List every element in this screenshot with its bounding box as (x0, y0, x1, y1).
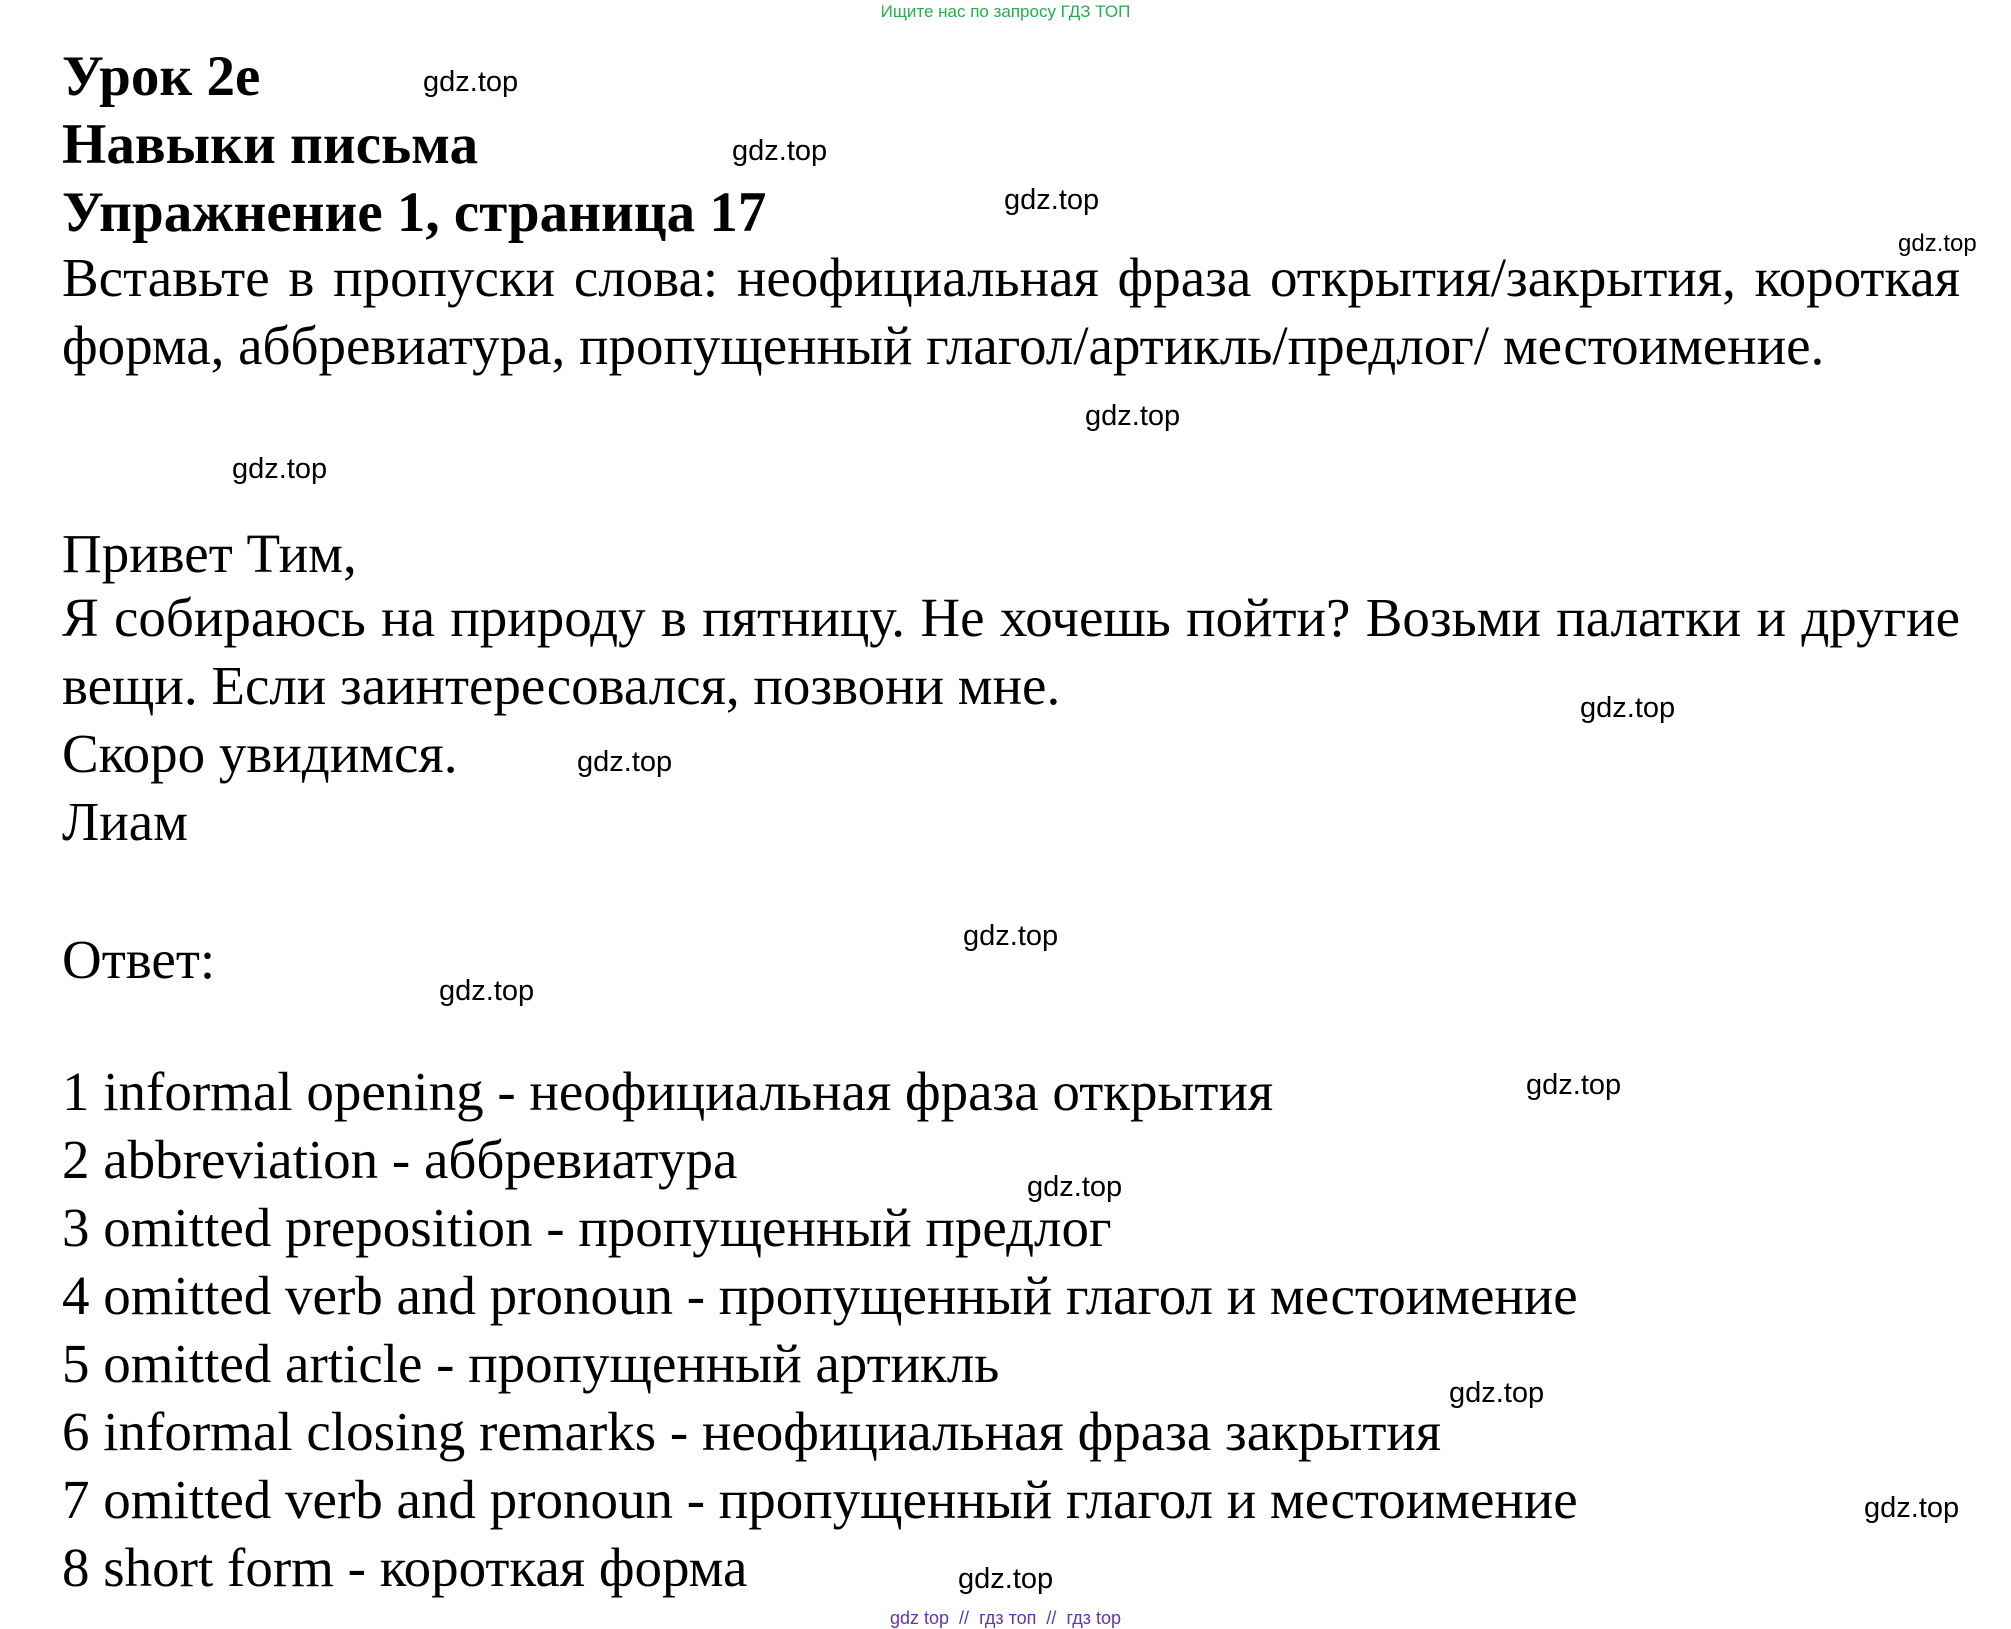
watermark: gdz.top (1449, 1377, 1545, 1409)
answer-item: 4 omitted verb and pronoun - пропущенный глагол и местоимение (62, 1265, 1578, 1326)
footer-link-gdz-top[interactable]: gdz top (889, 1608, 950, 1628)
footer-link-gdz-top-ru[interactable]: гдз топ (979, 1608, 1037, 1628)
footer-link-gdz-top-mixed[interactable]: гдз top (1066, 1608, 1121, 1628)
watermark: gdz.top (1004, 184, 1100, 216)
exercise-title: Упражнение 1, страница 17 (62, 181, 767, 244)
answer-item: 8 short form - короткая форма (62, 1537, 748, 1598)
answer-item: 7 omitted verb and pronoun - пропущенный глагол и местоимение (62, 1469, 1578, 1530)
letter-greeting: Привет Тим, (62, 523, 357, 584)
answer-item: 6 informal closing remarks - неофициальная фраза закрытия (62, 1401, 1442, 1462)
watermark: gdz.top (232, 453, 328, 485)
watermark: gdz.top (1580, 692, 1676, 724)
watermark: gdz.top (958, 1563, 1054, 1595)
answer-label: Ответ: (62, 929, 216, 990)
letter-body: Я собираюсь на природу в пятницу. Не хочешь пойти? Возьми палатки и другие вещи. Если заинтересовался, позвони мне. (62, 587, 1960, 716)
watermark: gdz.top (1027, 1171, 1123, 1203)
watermark: gdz.top (732, 135, 828, 167)
watermark: gdz.top (423, 66, 519, 98)
watermark: gdz.top (1085, 400, 1181, 432)
exercise-instruction: Вставьте в пропуски слова: неофициальная фраза открытия/закрытия, короткая форма, аббревиатура, пропущенный глагол/артикль/предлог/ местоимение. (62, 247, 1960, 376)
watermark: gdz.top (1864, 1492, 1960, 1524)
watermark: gdz.top (1898, 230, 1977, 257)
watermark: gdz.top (963, 920, 1059, 952)
watermark: gdz.top (577, 746, 673, 778)
lesson-title: Урок 2e (62, 45, 261, 108)
answer-item: 5 omitted article - пропущенный артикль (62, 1333, 1000, 1394)
letter-signature: Лиам (62, 791, 188, 852)
letter-closing: Скоро увидимся. (62, 723, 458, 784)
section-title: Навыки письма (62, 113, 479, 176)
answer-item: 3 omitted preposition - пропущенный предлог (62, 1197, 1112, 1258)
watermark: gdz.top (1526, 1069, 1622, 1101)
answer-item: 1 informal opening - неофициальная фраза открытия (62, 1061, 1274, 1122)
footer-separator: // (1046, 1608, 1057, 1628)
footer-links (0, 1608, 2011, 1629)
answer-item: 2 abbreviation - аббревиатура (62, 1129, 738, 1190)
footer-separator: // (959, 1608, 970, 1628)
watermark: gdz.top (439, 975, 535, 1007)
search-hint-banner: Ищите нас по запросу ГДЗ ТОП (880, 2, 1131, 21)
